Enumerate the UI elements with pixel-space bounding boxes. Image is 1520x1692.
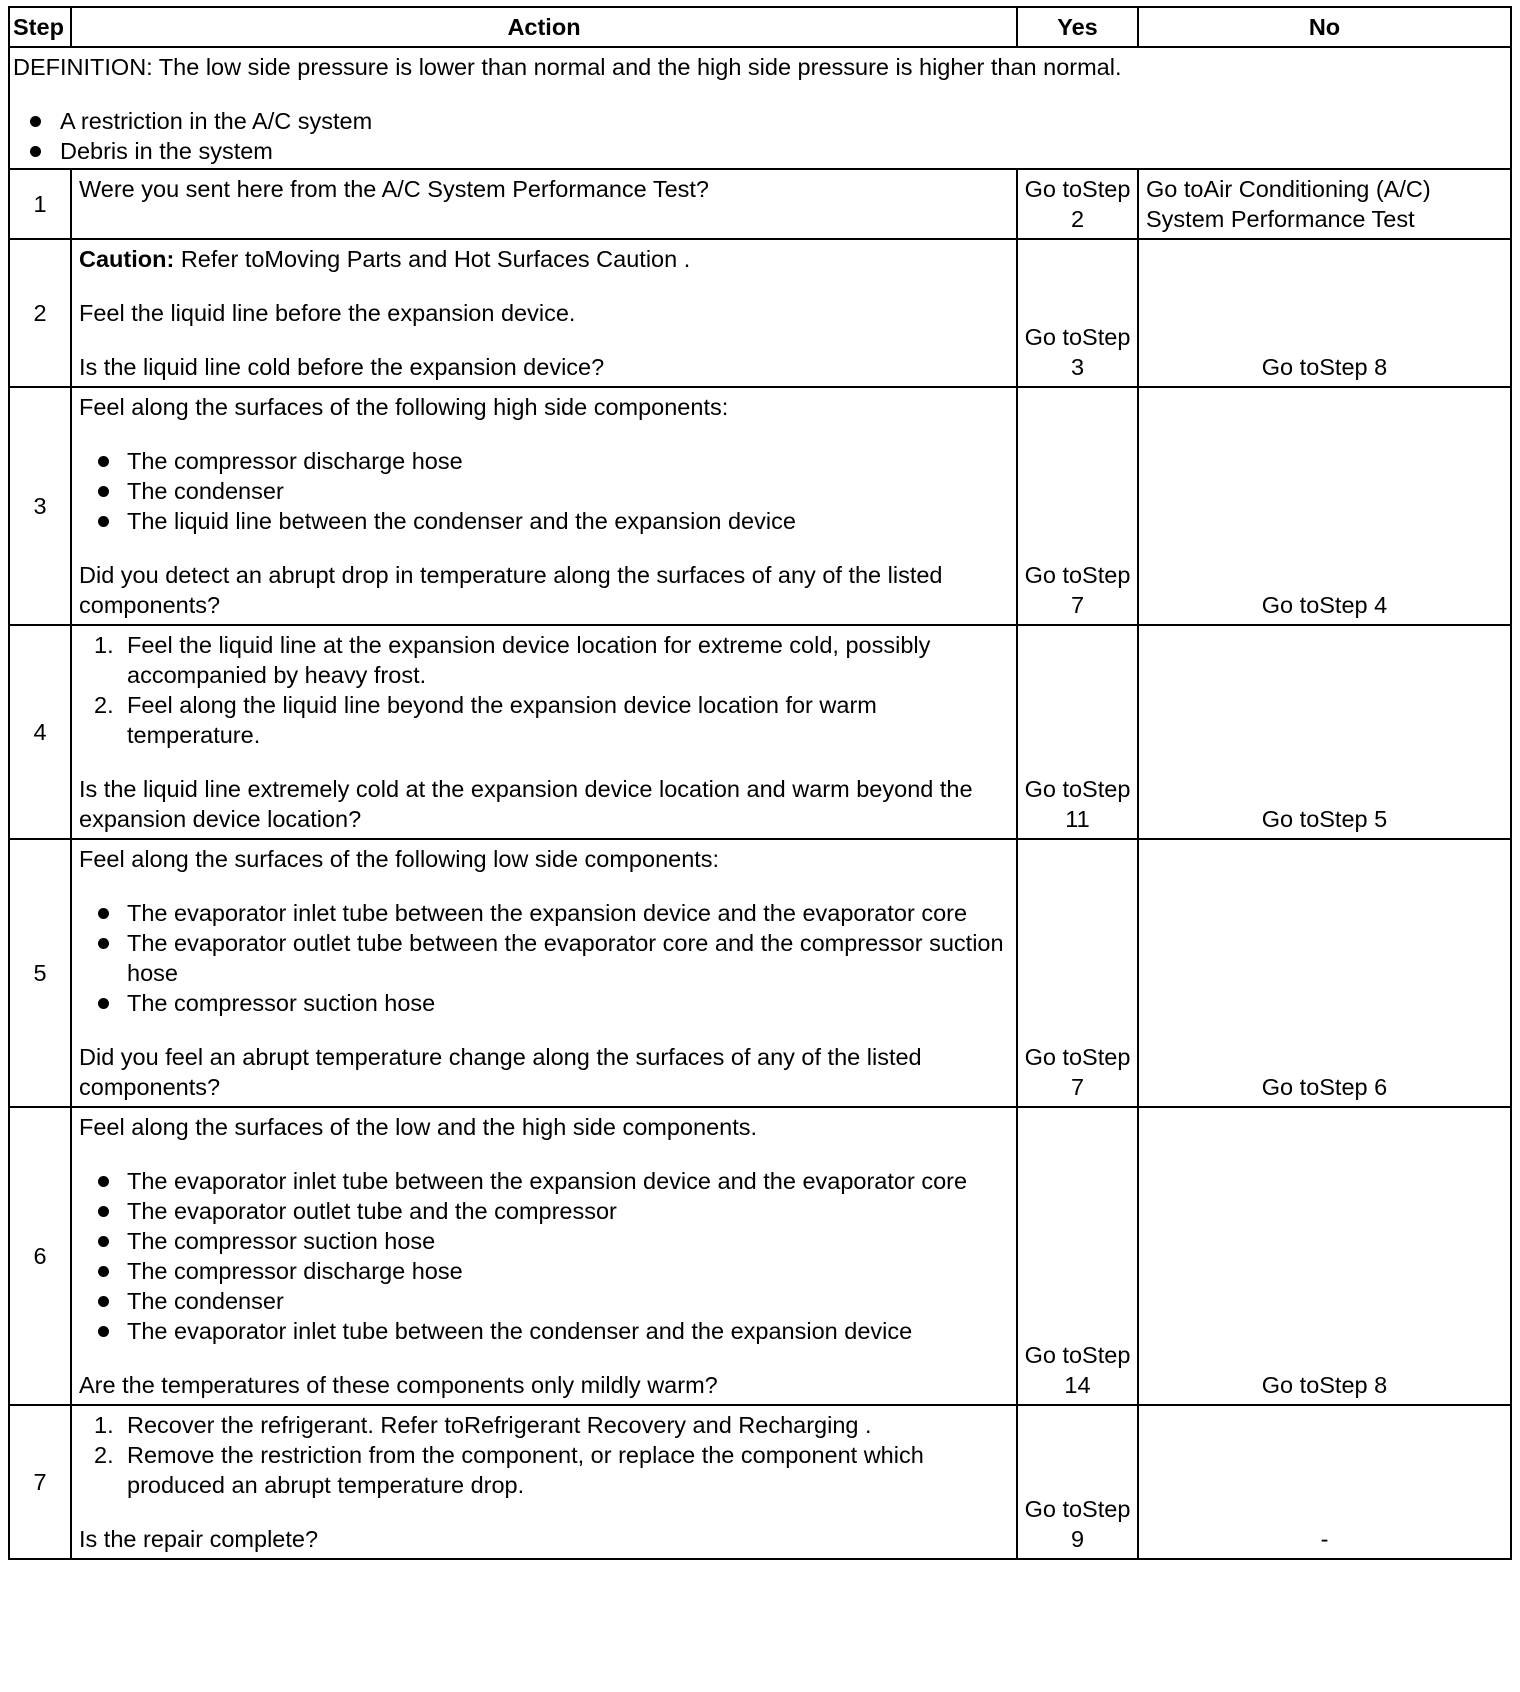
step-question: Are the temperatures of these components only mildly warm?: [79, 1372, 718, 1398]
caution-reference[interactable]: Refer toMoving Parts and Hot Surfaces Caution .: [174, 246, 691, 272]
definition-cell: [9, 47, 1511, 169]
step-number: 4: [9, 625, 71, 839]
yes-link[interactable]: Go toStep 11: [1017, 625, 1138, 839]
list-item: The evaporator outlet tube between the evaporator core and the compressor suction hose: [79, 928, 1009, 988]
list-item: The liquid line between the condenser and the expansion device: [79, 506, 1009, 536]
component-list: [79, 898, 1009, 1018]
no-link[interactable]: Go toStep 5: [1138, 625, 1511, 839]
list-item: 1. Recover the refrigerant. Refer toRefrigerant Recovery and Recharging .: [94, 1412, 872, 1438]
header-yes: Yes: [1017, 7, 1138, 47]
cause-list: [13, 106, 1506, 166]
list-item: The evaporator inlet tube between the expansion device and the evaporator core: [79, 1166, 1009, 1196]
step-question: Did you detect an abrupt drop in temperature along the surfaces of any of the listed components?: [79, 562, 943, 618]
list-item: 2. Feel along the liquid line beyond the expansion device location for warm temperature.: [94, 692, 877, 748]
diagnostic-table: [8, 6, 1512, 1560]
list-item: The compressor discharge hose: [79, 446, 1009, 476]
step-row-7: [9, 1405, 1511, 1559]
step-question: Were you sent here from the A/C System Performance Test?: [79, 176, 709, 202]
list-item: The evaporator inlet tube between the expansion device and the evaporator core: [79, 898, 1009, 928]
step-instruction: Feel the liquid line before the expansion device.: [79, 300, 576, 326]
step-number: 6: [9, 1107, 71, 1405]
action-cell: [71, 1107, 1017, 1405]
component-list: [79, 1166, 1009, 1346]
step-question: Is the liquid line extremely cold at the expansion device location and warm beyond the expansion device location?: [79, 776, 973, 832]
step-intro: Feel along the surfaces of the following low side components:: [79, 846, 720, 872]
yes-link[interactable]: Go toStep 3: [1017, 239, 1138, 387]
no-link[interactable]: Go toStep 4: [1138, 387, 1511, 625]
yes-link[interactable]: Go toStep 2: [1017, 169, 1138, 239]
list-item: The evaporator outlet tube and the compressor: [79, 1196, 1009, 1226]
action-cell: [71, 169, 1017, 239]
procedure-list: [79, 630, 1009, 750]
step-number: 5: [9, 839, 71, 1107]
action-cell: [71, 239, 1017, 387]
header-no: No: [1138, 7, 1511, 47]
list-item: The condenser: [79, 476, 1009, 506]
step-number: 7: [9, 1405, 71, 1559]
action-cell: [71, 625, 1017, 839]
step-row-4: [9, 625, 1511, 839]
header-row: [9, 7, 1511, 47]
step-intro: Feel along the surfaces of the following high side components:: [79, 394, 729, 420]
action-cell: [71, 1405, 1017, 1559]
header-step: Step: [9, 7, 71, 47]
diagnostic-document: [8, 6, 1512, 1560]
caution-label: Caution:: [79, 246, 175, 272]
yes-link[interactable]: Go toStep 7: [1017, 387, 1138, 625]
step-row-2: [9, 239, 1511, 387]
list-item: 1. Feel the liquid line at the expansion device location for extreme cold, possibly accompanied by heavy frost.: [94, 632, 931, 688]
yes-link[interactable]: Go toStep 14: [1017, 1107, 1138, 1405]
list-item: The compressor discharge hose: [79, 1256, 1009, 1286]
step-question: Is the repair complete?: [79, 1526, 319, 1552]
list-item: The evaporator inlet tube between the condenser and the expansion device: [79, 1316, 1009, 1346]
no-link[interactable]: Go toAir Conditioning (A/C) System Performance Test: [1138, 169, 1511, 239]
no-link[interactable]: Go toStep 8: [1138, 1107, 1511, 1405]
step-number: 3: [9, 387, 71, 625]
step-row-3: [9, 387, 1511, 625]
list-item: The condenser: [79, 1286, 1009, 1316]
no-value: -: [1138, 1405, 1511, 1559]
step-number: 2: [9, 239, 71, 387]
definition-row: [9, 47, 1511, 169]
step-number: 1: [9, 169, 71, 239]
yes-link[interactable]: Go toStep 7: [1017, 839, 1138, 1107]
yes-link[interactable]: Go toStep 9: [1017, 1405, 1138, 1559]
step-row-1: [9, 169, 1511, 239]
action-cell: [71, 387, 1017, 625]
list-item: Debris in the system: [13, 136, 1506, 166]
list-item: The compressor suction hose: [79, 988, 1009, 1018]
list-item: 2. Remove the restriction from the component, or replace the component which produced an abrupt temperature drop.: [94, 1442, 924, 1498]
step-question: Is the liquid line cold before the expansion device?: [79, 354, 605, 380]
step-question: Did you feel an abrupt temperature change along the surfaces of any of the listed components?: [79, 1044, 922, 1100]
step-row-6: [9, 1107, 1511, 1405]
action-cell: [71, 839, 1017, 1107]
header-action: Action: [71, 7, 1017, 47]
no-link[interactable]: Go toStep 8: [1138, 239, 1511, 387]
step-intro: Feel along the surfaces of the low and the high side components.: [79, 1114, 758, 1140]
list-item: A restriction in the A/C system: [13, 106, 1506, 136]
caution-text: [79, 244, 1009, 274]
definition-text: DEFINITION: The low side pressure is lower than normal and the high side pressure is higher than normal.: [13, 54, 1122, 80]
no-link[interactable]: Go toStep 6: [1138, 839, 1511, 1107]
procedure-list: [79, 1410, 1009, 1500]
component-list: [79, 446, 1009, 536]
list-item: The compressor suction hose: [79, 1226, 1009, 1256]
step-row-5: [9, 839, 1511, 1107]
